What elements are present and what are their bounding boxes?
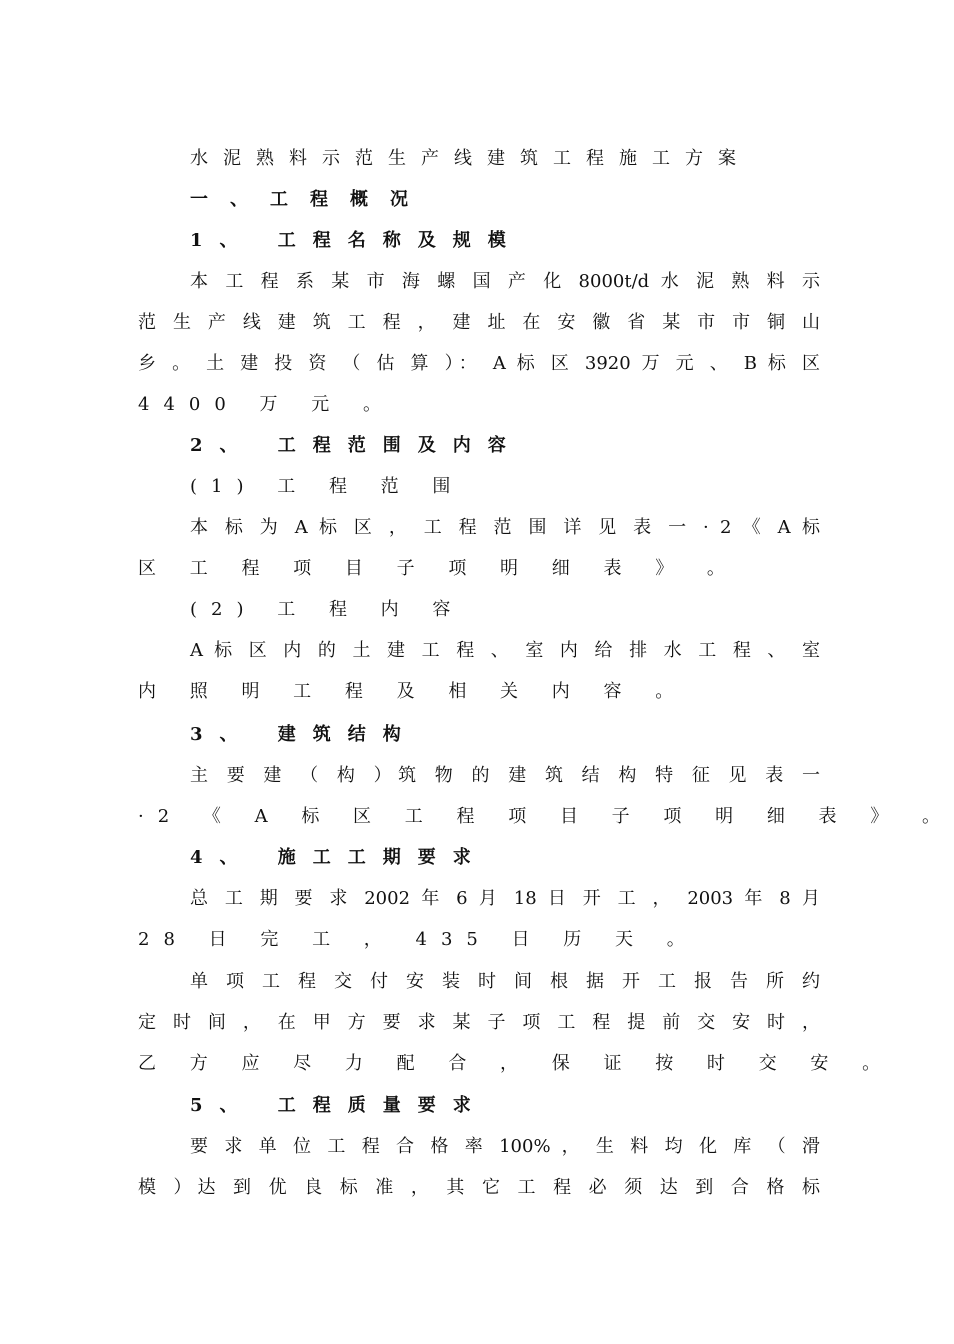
section-4-heading: 4、 施工工期要求 xyxy=(190,847,488,868)
section-1-line: 范 生 产 线 建 筑 工 程 ， 建 址 在 安 徽 省 某 市 市 铜 山 xyxy=(138,312,820,333)
section-4-line: 总 工 期 要 求 2002 年 6 月 18 日 开 工 ， 2003 年 8 月 xyxy=(190,888,820,909)
section-2-sub1-line: 区 工 程 项 目 子 项 明 细 表 》 。 xyxy=(138,558,739,579)
section-3-line: 主 要 建 （ 构 ）筑 物 的 建 筑 结 构 特 征 见 表 一 xyxy=(190,765,820,786)
document-title: 水泥熟料示范生产线建筑工程施工方案 xyxy=(190,148,751,169)
section-4-line: 定 时 间 ， 在 甲 方 要 求 某 子 项 工 程 提 前 交 安 时 ， xyxy=(138,1012,820,1033)
section-2-heading: 2、 工程范围及内容 xyxy=(190,435,523,456)
section-1-line: 本 工 程 系 某 市 海 螺 国 产 化 8000t/d 水 泥 熟 料 示 xyxy=(190,271,820,292)
section-3-line: ·2 《 A 标 区 工 程 项 目 子 项 明 细 表 》 。 xyxy=(138,806,954,827)
section-4-line: 单 项 工 程 交 付 安 装 时 间 根 据 开 工 报 告 所 约 xyxy=(190,971,820,992)
section-1-line: 4400 万 元 。 xyxy=(138,394,395,415)
section-2-sub1-line: 本 标 为 A 标 区 ， 工 程 范 围 详 见 表 一 · 2 《 A 标 xyxy=(190,517,820,538)
section-1-heading: 1、 工程名称及规模 xyxy=(190,230,523,251)
section-5-line: 要 求 单 位 工 程 合 格 率 100% ， 生 料 均 化 库 （ 滑 xyxy=(190,1136,820,1157)
section-2-sub2-line: 内 照 明 工 程 及 相 关 内 容 。 xyxy=(138,681,688,702)
section-4-line: 乙 方 应 尽 力 配 合 ， 保 证 按 时 交 安 。 xyxy=(138,1053,895,1074)
heading-project-overview: 一、工程概况 xyxy=(190,189,430,210)
section-2-sub2-label: (2) 工 程 内 容 xyxy=(190,599,465,620)
section-4-line: 28 日 完 工 ， 435 日 历 天 。 xyxy=(138,929,699,950)
section-5-line: 模 ）达 到 优 良 标 准 ， 其 它 工 程 必 须 达 到 合 格 标 xyxy=(138,1177,820,1198)
section-5-heading: 5、 工程质量要求 xyxy=(190,1095,488,1116)
section-3-heading: 3、 建筑结构 xyxy=(190,724,418,745)
section-1-line: 乡 。 土 建 投 资 （ 估 算 ）： A 标 区 3920 万 元 、 B 标 区 xyxy=(138,353,820,374)
section-2-sub2-line: A 标 区 内 的 土 建 工 程 、 室 内 给 排 水 工 程 、 室 xyxy=(190,640,820,661)
section-2-sub1-label: (1) 工 程 范 围 xyxy=(190,476,465,497)
